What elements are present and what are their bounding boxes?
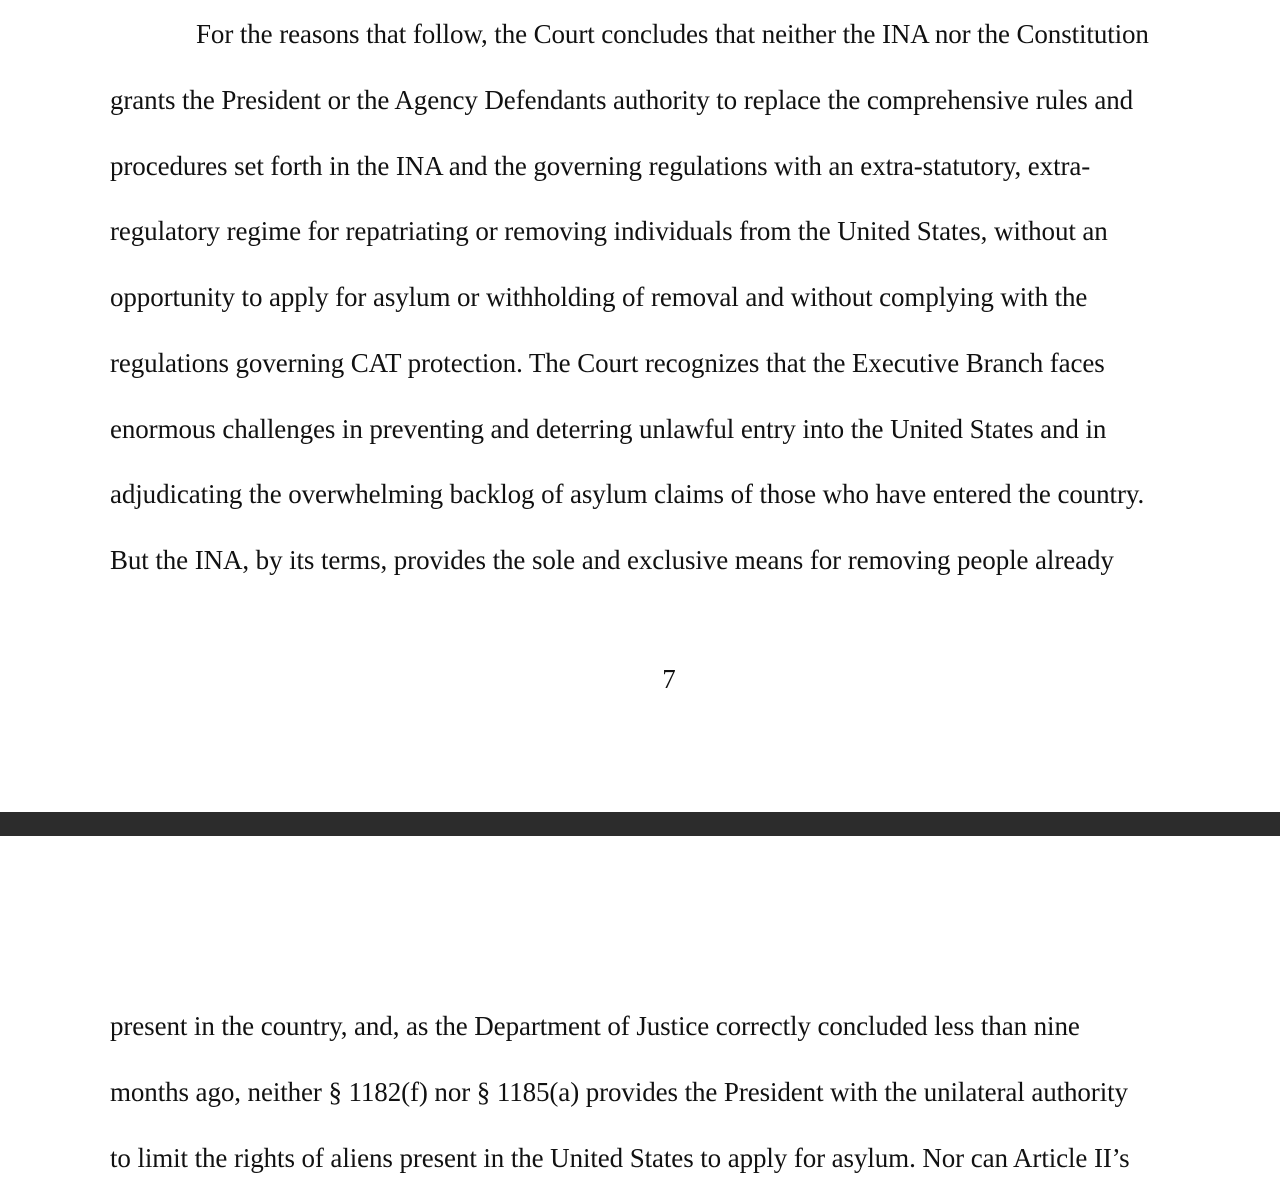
text-line: regulations governing CAT protection. The Court recognizes that the Executive Branch faces — [110, 348, 1105, 378]
text-line: adjudicating the overwhelming backlog of asylum claims of those who have entered the country. — [110, 479, 1145, 509]
text-line: present in the country, and, as the Department of Justice correctly concluded less than nine — [110, 1011, 1080, 1041]
text-line: regulatory regime for repatriating or removing individuals from the United States, without an — [110, 216, 1108, 246]
text-line: to limit the rights of aliens present in the United States to apply for asylum. Nor can Article II’s — [110, 1143, 1130, 1173]
document-page-bottom — [0, 836, 1280, 1195]
text-line: enormous challenges in preventing and deterring unlawful entry into the United States and in — [110, 414, 1107, 444]
page-separator — [0, 812, 1280, 836]
text-line: months ago, neither § 1182(f) nor § 1185(a) provides the President with the unilateral authority — [110, 1077, 1128, 1107]
text-line: For the reasons that follow, the Court concludes that neither the INA nor the Constitution — [196, 19, 1149, 49]
text-line: But the INA, by its terms, provides the sole and exclusive means for removing people already — [110, 545, 1114, 575]
text-line: opportunity to apply for asylum or withholding of removal and without complying with the — [110, 282, 1088, 312]
text-line: grants the President or the Agency Defendants authority to replace the comprehensive rules and — [110, 85, 1134, 115]
text-line: procedures set forth in the INA and the governing regulations with an extra-statutory, extra- — [110, 151, 1091, 181]
page-number: 7 — [662, 664, 676, 694]
